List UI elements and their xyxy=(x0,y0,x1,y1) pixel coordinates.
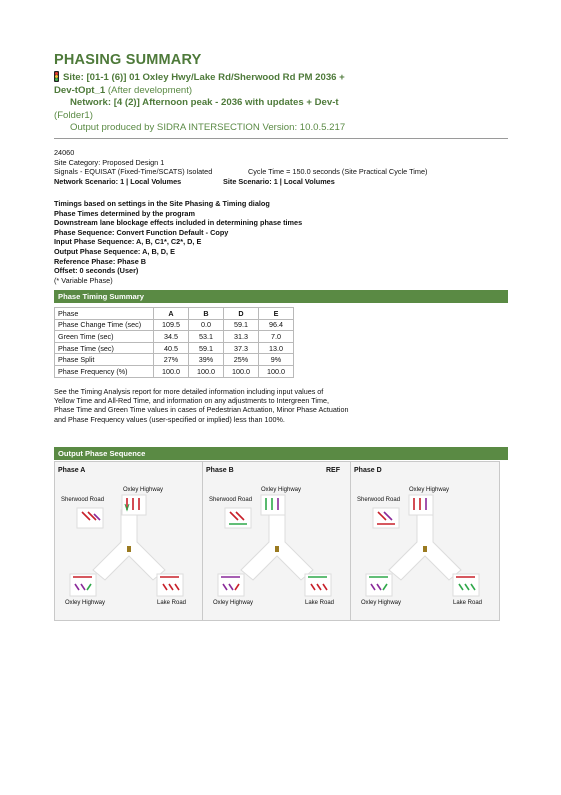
road-label-oxley-top: Oxley Highway xyxy=(123,487,164,493)
note-line: See the Timing Analysis report for more detailed information including input values of xyxy=(54,387,324,396)
table-cell: 40.5 xyxy=(154,342,189,354)
table-cell: 31.3 xyxy=(224,331,259,343)
network-scenario: Network Scenario: 1 | Local Volumes xyxy=(54,176,182,186)
site-label: Site: [01-1 (6)] 01 Oxley Hwy/Lake Rd/Sherwood Rd PM 2036 + xyxy=(63,72,345,83)
table-header-cell: B xyxy=(189,308,224,320)
table-cell: 53.1 xyxy=(189,331,224,343)
cycle-time: Cycle Time = 150.0 seconds (Site Practical Cycle Time) xyxy=(248,167,428,177)
table-header-cell: D xyxy=(224,308,259,320)
site-label-cont: Dev-tOpt_1 xyxy=(54,85,106,96)
output-phase-sequence xyxy=(54,461,500,621)
folder-label: (Folder1) xyxy=(54,110,93,121)
phase-timing-section-header: Phase Timing Summary xyxy=(54,290,508,303)
table-cell: 100.0 xyxy=(259,365,294,377)
road-label-oxley-top: Oxley Highway xyxy=(261,487,302,493)
table-row xyxy=(55,354,294,366)
table-cell: 100.0 xyxy=(189,365,224,377)
timing-analysis-note xyxy=(54,387,508,424)
table-cell: 0.0 xyxy=(189,319,224,331)
phase-panel-d xyxy=(351,462,499,620)
row-label: Phase Change Time (sec) xyxy=(55,319,154,331)
road-label-oxley-bottom: Oxley Highway xyxy=(361,600,402,606)
intersection-diagram xyxy=(203,462,351,620)
table-cell: 100.0 xyxy=(224,365,259,377)
road-label-oxley-bottom: Oxley Highway xyxy=(213,600,254,606)
table-cell: 9% xyxy=(259,354,294,366)
traffic-signal-icon xyxy=(54,71,59,82)
timing-note: Input Phase Sequence: A, B, C1*, C2*, D, E xyxy=(54,237,202,247)
table-cell: 13.0 xyxy=(259,342,294,354)
table-row xyxy=(55,365,294,377)
note-line: and Phase Frequency values (user-specified or implied) less than 100%. xyxy=(54,414,285,424)
road-label-sherwood: Sherwood Road xyxy=(357,497,401,503)
table-cell: 109.5 xyxy=(154,319,189,331)
timing-notes xyxy=(54,199,508,285)
row-label: Phase Frequency (%) xyxy=(55,365,154,377)
table-cell: 96.4 xyxy=(259,319,294,331)
variable-phase-note: (* Variable Phase) xyxy=(54,275,113,285)
table-cell: 34.5 xyxy=(154,331,189,343)
road-label-oxley-top: Oxley Highway xyxy=(409,487,450,493)
timing-note: Timings based on settings in the Site Phasing & Timing dialog xyxy=(54,199,270,208)
table-cell: 59.1 xyxy=(224,319,259,331)
reference-marker: REF xyxy=(326,467,340,474)
road-label-lake: Lake Road xyxy=(453,600,483,606)
phase-title: Phase B xyxy=(206,467,234,474)
table-cell: 27% xyxy=(154,354,189,366)
intersection-diagram xyxy=(55,462,203,620)
timing-note: Offset: 0 seconds (User) xyxy=(54,266,139,276)
timing-note: Reference Phase: Phase B xyxy=(54,256,147,266)
table-cell: 100.0 xyxy=(154,365,189,377)
table-row xyxy=(55,319,294,331)
timing-note: Phase Times determined by the program xyxy=(54,208,195,218)
table-header-row xyxy=(55,308,294,320)
phase-title: Phase A xyxy=(58,467,86,474)
table-header-cell: A xyxy=(154,308,189,320)
table-cell: 7.0 xyxy=(259,331,294,343)
road-label-oxley-bottom: Oxley Highway xyxy=(65,600,106,606)
intersection-diagram xyxy=(351,462,499,620)
table-cell: 37.3 xyxy=(224,342,259,354)
phase-title: Phase D xyxy=(354,467,382,474)
table-cell: 39% xyxy=(189,354,224,366)
note-line: Yellow Time and All-Red Time, and information on any adjustments to Intergreen Time, xyxy=(54,396,329,406)
output-produced: Output produced by SIDRA INTERSECTION Version: 10.0.5.217 xyxy=(70,122,346,133)
table-header-cell: Phase xyxy=(55,308,154,320)
note-line: Phase Time and Green Time values in cases of Pedestrian Actuation, Minor Phase Actuation xyxy=(54,405,349,415)
phase-panel-b xyxy=(203,462,351,620)
site-note: (After development) xyxy=(107,85,193,96)
site-scenario: Site Scenario: 1 | Local Volumes xyxy=(223,176,335,186)
row-label: Phase Split xyxy=(55,354,154,366)
table-header-cell: E xyxy=(259,308,294,320)
network-heading xyxy=(54,96,339,122)
table-cell: 59.1 xyxy=(189,342,224,354)
timing-note: Output Phase Sequence: A, B, D, E xyxy=(54,246,175,256)
phase-timing-table xyxy=(54,307,294,378)
timing-note: Phase Sequence: Convert Function Default - Copy xyxy=(54,227,229,237)
road-label-lake: Lake Road xyxy=(305,600,335,606)
road-label-lake: Lake Road xyxy=(157,600,187,606)
output-sequence-section-header: Output Phase Sequence xyxy=(54,447,508,460)
site-heading xyxy=(54,71,514,97)
site-info xyxy=(54,148,508,186)
phase-panel-a xyxy=(55,462,203,620)
header-divider xyxy=(54,138,508,139)
timing-note: Downstream lane blockage effects included in determining phase times xyxy=(54,218,303,228)
network-label: Network: [4 (2)] Afternoon peak - 2036 with updates + Dev-t xyxy=(70,97,339,108)
road-label-sherwood: Sherwood Road xyxy=(209,497,253,503)
table-row xyxy=(55,331,294,343)
table-row xyxy=(55,342,294,354)
site-category: Site Category: Proposed Design 1 xyxy=(54,157,165,167)
signals-info: Signals - EQUISAT (Fixed-Time/SCATS) Isolated xyxy=(54,167,213,177)
table-cell: 25% xyxy=(224,354,259,366)
site-id: 24060 xyxy=(54,148,75,157)
row-label: Green Time (sec) xyxy=(55,331,154,343)
road-label-sherwood: Sherwood Road xyxy=(61,497,105,503)
page-title: PHASING SUMMARY xyxy=(54,52,202,68)
row-label: Phase Time (sec) xyxy=(55,342,154,354)
